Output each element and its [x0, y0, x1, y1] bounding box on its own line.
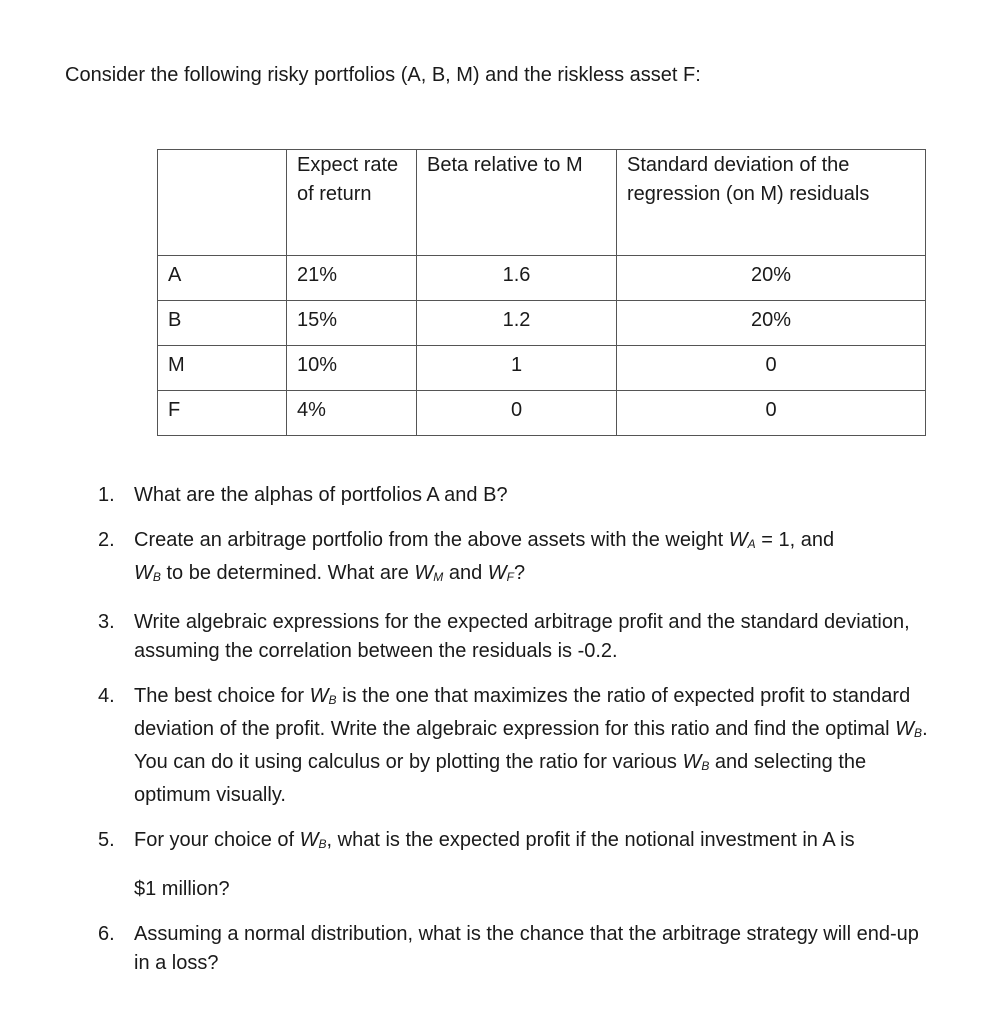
cell-return: 4%	[287, 391, 417, 436]
table-row	[158, 256, 926, 301]
cell-residual-sd: 0	[617, 346, 926, 391]
cell-portfolio: M	[158, 346, 287, 391]
question-text: Write algebraic expressions for the expected arbitrage profit and the standard deviation, assuming the correlation between the residuals is -0.2.	[134, 611, 910, 662]
question-number: 4.	[98, 685, 115, 707]
table-header-row	[158, 150, 926, 256]
question-text: For your choice of	[134, 829, 300, 851]
question-4: 4. The best choice for $W_B$ is the one that maximizes the ratio of expected profit to standard deviation of the profit. Write the algebraic expression for this ratio and find the optimal $W_B$. You can do it using calculus or by plotting the ratio for various $W_B$ and selecting the optimum visually.	[98, 682, 938, 810]
cell-residual-sd: 0	[617, 391, 926, 436]
cell-beta: 0	[417, 391, 617, 436]
weight-symbol: $W_B$	[299, 829, 327, 851]
question-number: 3.	[98, 611, 115, 633]
cell-residual-sd: 20%	[617, 256, 926, 301]
weight-symbol: $W_B$	[895, 718, 923, 740]
weight-symbol: $W_B$	[682, 751, 710, 773]
cell-return: 10%	[287, 346, 417, 391]
header-residual-sd: Standard deviation of the regression (on M) residuals	[617, 150, 926, 256]
cell-return: 21%	[287, 256, 417, 301]
question-2: 2. Create an arbitrage portfolio from the above assets with the weight $W_A = 1$, and $W_B$ to be determined. What are $W_M$ and $W_F$?	[98, 526, 938, 592]
cell-beta: 1.2	[417, 301, 617, 346]
question-text: The best choice for	[134, 685, 310, 707]
table-row	[158, 391, 926, 436]
cell-beta: 1.6	[417, 256, 617, 301]
question-5: 5. For your choice of $W_B$, what is the expected profit if the notional investment in A is $1 million?	[98, 826, 938, 904]
cell-portfolio: A	[158, 256, 287, 301]
cell-portfolio: F	[158, 391, 287, 436]
question-text: Assuming a normal distribution, what is the chance that the arbitrage strategy will end-up in a loss?	[134, 923, 919, 974]
portfolio-table	[157, 149, 926, 436]
intro-text: Consider the following risky portfolios (A, B, M) and the riskless asset F:	[65, 64, 701, 86]
table-row	[158, 346, 926, 391]
question-number: 2.	[98, 529, 115, 551]
header-cell-blank	[158, 150, 287, 256]
weight-symbol: $W_M$	[414, 562, 444, 584]
weight-symbol: $W_B$	[309, 685, 337, 707]
cell-beta: 1	[417, 346, 617, 391]
question-number: 1.	[98, 484, 115, 506]
question-number: 6.	[98, 923, 115, 945]
question-text: Create an arbitrage portfolio from the above assets with the weight	[134, 529, 729, 551]
cell-portfolio: B	[158, 301, 287, 346]
question-number: 5.	[98, 829, 115, 851]
weight-symbol: $W_A$	[728, 529, 756, 551]
cell-residual-sd: 20%	[617, 301, 926, 346]
weight-symbol: $W_F$	[487, 562, 514, 584]
question-list	[98, 481, 938, 994]
header-expected-return: Expect rate of return	[287, 150, 417, 256]
header-beta: Beta relative to M	[417, 150, 617, 256]
question-text: What are the alphas of portfolios A and B?	[134, 484, 508, 506]
question-3	[98, 608, 938, 666]
question-6	[98, 920, 938, 978]
question-1	[98, 481, 938, 510]
question-continuation: $1 million?	[134, 878, 230, 900]
weight-symbol: $W_B$	[134, 562, 161, 584]
table-row	[158, 301, 926, 346]
cell-return: 15%	[287, 301, 417, 346]
